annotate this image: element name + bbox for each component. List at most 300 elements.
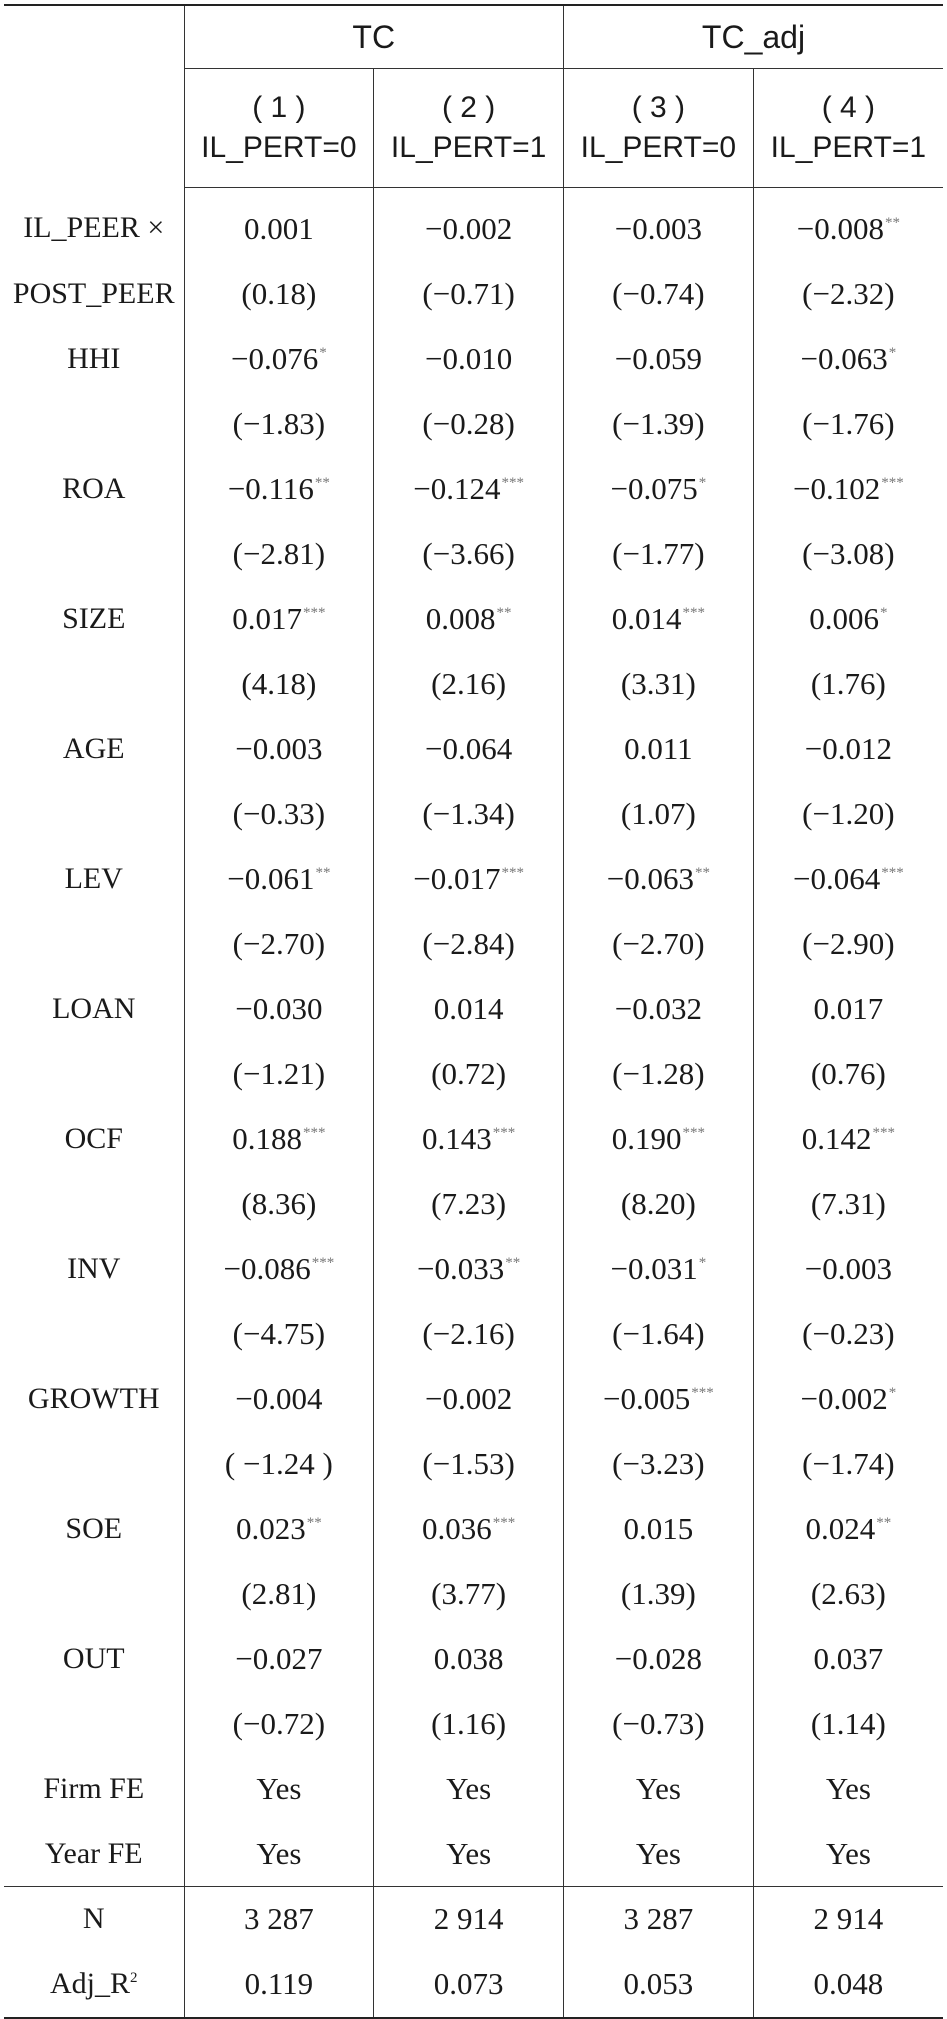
column-header-2: [374, 69, 564, 188]
table-cell: [564, 1821, 754, 1887]
row-label: [4, 1887, 184, 1952]
cell-value: (−1.39): [612, 405, 705, 441]
table-cell: [753, 1041, 943, 1106]
cell-value: (−1.77): [612, 535, 705, 571]
cell-value: (2.16): [431, 665, 507, 701]
significance-stars: *: [888, 345, 897, 362]
table-cell: [753, 456, 943, 521]
cell-value: (−1.34): [422, 795, 515, 831]
table-cell: [374, 586, 564, 651]
cell-value: (−2.70): [232, 925, 326, 961]
row-label: LOAN: [52, 991, 136, 1025]
table-cell: [184, 1691, 374, 1756]
cell-value: 0.014: [433, 990, 504, 1026]
column-header-3: [564, 69, 754, 188]
cell-value: (−1.28): [612, 1055, 705, 1091]
table-cell: [374, 1106, 564, 1171]
table-cell: [564, 1366, 754, 1431]
significance-stars: ***: [303, 1125, 326, 1142]
table-cell: [374, 781, 564, 846]
table-cell: 3 287: [184, 1887, 374, 1952]
table-cell: [564, 1431, 754, 1496]
table-cell: [753, 1691, 943, 1756]
table-cell: [184, 586, 374, 651]
table-row: [4, 1691, 943, 1756]
table-row: [4, 1366, 943, 1431]
table-cell: [184, 716, 374, 781]
significance-stars: *: [698, 475, 707, 492]
row-label: HHI: [67, 341, 121, 375]
row-label: GROWTH: [27, 1381, 160, 1415]
table-cell: [753, 261, 943, 326]
table-row: [4, 261, 943, 326]
table-cell: [184, 1041, 374, 1106]
table-cell: [374, 326, 564, 391]
cell-value: (−1.74): [802, 1445, 895, 1481]
cell-value: (0.76): [810, 1055, 886, 1091]
cell-value: −0.012: [804, 730, 892, 766]
table-cell: [184, 1106, 374, 1171]
table-row: [4, 188, 943, 262]
cell-value: (−3.08): [802, 535, 895, 571]
table-cell: [753, 1236, 943, 1301]
table-cell: [374, 651, 564, 716]
cell-value: −0.116: [227, 470, 314, 506]
table-row: [4, 1041, 943, 1106]
row-label: Year FE: [4, 1821, 184, 1887]
table-cell: [374, 456, 564, 521]
cell-value: −0.086: [223, 1250, 311, 1286]
table-cell: [374, 188, 564, 262]
cell-value: (8.36): [241, 1185, 317, 1221]
cell-value: 0.142: [801, 1120, 872, 1156]
table-cell: [184, 1301, 374, 1366]
table-cell: [374, 391, 564, 456]
cell-value: 0.017: [813, 990, 884, 1026]
cell-value: −0.031: [610, 1250, 698, 1286]
significance-stars: ***: [682, 1125, 705, 1142]
cell-value: 0.006: [809, 600, 879, 636]
column-number: ( 1 ): [252, 91, 306, 124]
significance-stars: **: [306, 1515, 322, 1532]
table-cell: [564, 1496, 754, 1561]
row-label: INV: [67, 1251, 121, 1285]
table-cell: [753, 1561, 943, 1626]
cell-value: 0.143: [422, 1120, 492, 1156]
cell-value: 0.001: [244, 210, 314, 246]
row-label: LEV: [64, 861, 123, 895]
table-row: [4, 391, 943, 456]
cell-value: −0.002: [425, 1380, 513, 1416]
significance-stars: *: [698, 1255, 707, 1272]
row-label: [4, 1431, 184, 1496]
cell-value: −0.030: [235, 990, 323, 1026]
row-label: POST_PEER: [12, 276, 175, 310]
table-cell: [184, 1366, 374, 1431]
table-cell: [753, 1821, 943, 1887]
table-row: [4, 911, 943, 976]
cell-value: (−0.72): [232, 1705, 326, 1741]
cell-value: (−2.81): [232, 535, 326, 571]
table-cell: [564, 1561, 754, 1626]
table-cell: [753, 1106, 943, 1171]
row-label: AGE: [62, 731, 125, 765]
cell-value: −0.017: [413, 860, 501, 896]
table-cell: [374, 1561, 564, 1626]
table-cell: 0.119: [184, 1951, 374, 2018]
row-label-text: Adj_R: [49, 1967, 130, 2000]
cell-value: (−1.76): [802, 405, 895, 441]
table-row: [4, 1496, 943, 1561]
cell-value: −0.008: [796, 210, 884, 246]
column-condition: IL_PERT=1: [770, 131, 927, 164]
cell-value: −0.010: [425, 340, 513, 376]
table-row: [4, 521, 943, 586]
table-cell: [184, 521, 374, 586]
table-cell: [753, 326, 943, 391]
table-cell: [184, 846, 374, 911]
table-row: [4, 976, 943, 1041]
row-label: [4, 391, 184, 456]
table-body: [4, 188, 943, 2019]
cell-value: (−3.66): [422, 535, 515, 571]
table-cell: [184, 976, 374, 1041]
cell-value: (−1.64): [612, 1315, 705, 1351]
significance-stars: **: [694, 865, 710, 882]
regression-table: [4, 4, 943, 2019]
cell-value: Yes: [635, 1770, 681, 1806]
cell-value: −0.124: [413, 470, 501, 506]
cell-value: −0.075: [610, 470, 698, 506]
table-cell: [184, 456, 374, 521]
cell-value: Yes: [635, 1835, 681, 1871]
row-label: SOE: [65, 1511, 123, 1545]
cell-value: (−0.33): [232, 795, 326, 831]
significance-stars: ***: [691, 1385, 714, 1402]
table-cell: [374, 1626, 564, 1691]
table-cell: [374, 911, 564, 976]
cell-value: (−2.70): [612, 925, 705, 961]
row-label: [4, 1041, 184, 1106]
cell-value: 0.024: [805, 1510, 876, 1546]
significance-stars: **: [496, 605, 512, 622]
cell-value: (3.77): [431, 1575, 507, 1611]
significance-stars: ***: [881, 865, 904, 882]
column-header-4: [753, 69, 943, 188]
table-cell: [374, 976, 564, 1041]
table-row: [4, 1236, 943, 1301]
cell-value: (−1.21): [232, 1055, 326, 1091]
table-cell: [184, 1496, 374, 1561]
table-cell: [564, 1171, 754, 1236]
cell-value: −0.064: [425, 730, 513, 766]
superscript: 2: [130, 1970, 138, 1986]
table-cell: [374, 521, 564, 586]
table-cell: [564, 1756, 754, 1821]
cell-value: −0.102: [793, 470, 881, 506]
significance-stars: ***: [303, 605, 326, 622]
table-cell: [753, 1431, 943, 1496]
table-cell: [374, 1171, 564, 1236]
cell-value: −0.033: [417, 1250, 505, 1286]
table-cell: [564, 1041, 754, 1106]
cell-value: −0.002: [425, 210, 513, 246]
table-cell: [184, 1821, 374, 1887]
cell-value: (−2.90): [802, 925, 895, 961]
significance-stars: **: [314, 475, 330, 492]
table-cell: [753, 911, 943, 976]
table-cell: [753, 716, 943, 781]
cell-value: 0.008: [425, 600, 496, 636]
table-cell: [374, 1756, 564, 1821]
table-cell: [564, 586, 754, 651]
row-label: OUT: [62, 1641, 125, 1675]
table-cell: [753, 1301, 943, 1366]
cell-value: (2.63): [810, 1575, 886, 1611]
table-cell: [564, 1301, 754, 1366]
table-cell: [753, 781, 943, 846]
table-cell: [564, 521, 754, 586]
cell-value: (3.31): [620, 665, 696, 701]
cell-value: −0.063: [606, 860, 694, 896]
table-cell: [184, 781, 374, 846]
cell-value: (−0.28): [422, 405, 515, 441]
table-row: [4, 1106, 943, 1171]
table-cell: 2 914: [374, 1887, 564, 1952]
table-cell: [753, 1626, 943, 1691]
row-label: [4, 521, 184, 586]
cell-value: −0.003: [804, 1250, 892, 1286]
cell-value: (0.72): [431, 1055, 507, 1091]
significance-stars: **: [884, 215, 900, 232]
table-cell: 2 914: [753, 1887, 943, 1952]
table-cell: [184, 651, 374, 716]
table-cell: [753, 391, 943, 456]
cell-value: Yes: [256, 1835, 302, 1871]
row-label-text: N: [82, 1902, 105, 1935]
cell-value: (−2.32): [802, 275, 895, 311]
significance-stars: ***: [311, 1255, 335, 1272]
cell-value: (−3.23): [612, 1445, 705, 1481]
row-label: [4, 1951, 184, 2018]
cell-value: (1.07): [620, 795, 696, 831]
cell-value: (1.76): [810, 665, 886, 701]
table-cell: [184, 1236, 374, 1301]
table-row: [4, 1171, 943, 1236]
table-row: [4, 651, 943, 716]
table-cell: [374, 1366, 564, 1431]
cell-value: (−4.75): [232, 1315, 326, 1351]
table-row: [4, 456, 943, 521]
significance-stars: *: [888, 1385, 897, 1402]
cell-value: (−0.71): [422, 275, 515, 311]
cell-value: (−2.84): [422, 925, 515, 961]
row-label: [4, 1561, 184, 1626]
cell-value: (−0.23): [802, 1315, 895, 1351]
cell-value: (−1.20): [802, 795, 895, 831]
significance-stars: **: [315, 865, 331, 882]
cell-value: −0.063: [800, 340, 888, 376]
table-row: [4, 781, 943, 846]
table-cell: [564, 188, 754, 262]
table-row: [4, 326, 943, 391]
cell-value: 0.017: [232, 600, 302, 636]
column-condition: IL_PERT=0: [580, 131, 737, 164]
table-row: [4, 1561, 943, 1626]
cell-value: −0.004: [235, 1380, 323, 1416]
group-header-tc: TC: [184, 5, 564, 69]
cell-value: −0.003: [235, 730, 323, 766]
table-row: [4, 716, 943, 781]
cell-value: 0.023: [236, 1510, 306, 1546]
table-cell: [564, 651, 754, 716]
table-row: [4, 586, 943, 651]
table-row: [4, 1431, 943, 1496]
table-cell: [184, 1431, 374, 1496]
table-row: [4, 846, 943, 911]
significance-stars: *: [319, 345, 327, 362]
table-cell: [564, 781, 754, 846]
cell-value: (1.16): [431, 1705, 507, 1741]
cell-value: Yes: [446, 1835, 492, 1871]
table-cell: [184, 1756, 374, 1821]
adj-r2-row: [4, 1951, 943, 2018]
row-label: [4, 1691, 184, 1756]
table-row: [4, 1756, 943, 1821]
table-cell: [374, 1496, 564, 1561]
cell-value: 0.011: [624, 730, 693, 766]
significance-stars: ***: [872, 1125, 895, 1142]
table-cell: [374, 1041, 564, 1106]
table-cell: [564, 1106, 754, 1171]
cell-value: (1.14): [810, 1705, 886, 1741]
cell-value: (−1.53): [422, 1445, 515, 1481]
cell-value: −0.061: [227, 860, 315, 896]
cell-value: −0.027: [235, 1640, 323, 1676]
table-cell: [184, 911, 374, 976]
table-cell: [753, 188, 943, 262]
cell-value: −0.059: [614, 340, 702, 376]
cell-value: −0.003: [614, 210, 702, 246]
row-label: Firm FE: [43, 1771, 145, 1805]
cell-value: (−1.83): [232, 405, 326, 441]
cell-value: −0.076: [231, 340, 319, 376]
cell-value: −0.064: [793, 860, 881, 896]
cell-value: −0.032: [614, 990, 702, 1026]
cell-value: (2.81): [241, 1575, 317, 1611]
row-label: [4, 911, 184, 976]
table-cell: [184, 391, 374, 456]
table-cell: [753, 1756, 943, 1821]
table-cell: [753, 976, 943, 1041]
cell-value: 0.038: [433, 1640, 504, 1676]
table-cell: [374, 261, 564, 326]
cell-value: (8.20): [620, 1185, 696, 1221]
table-cell: [753, 1496, 943, 1561]
cell-value: 0.190: [611, 1120, 682, 1156]
cell-value: (7.23): [431, 1185, 507, 1221]
table-cell: [753, 1171, 943, 1236]
table-cell: 0.053: [564, 1951, 754, 2018]
table-cell: [564, 716, 754, 781]
table-cell: [753, 586, 943, 651]
table-cell: [564, 326, 754, 391]
table-cell: [184, 326, 374, 391]
cell-value: Yes: [825, 1770, 871, 1806]
corner-cell: [4, 5, 184, 188]
table-cell: [184, 261, 374, 326]
table-cell: [184, 1171, 374, 1236]
table-cell: [564, 976, 754, 1041]
cell-value: −0.005: [603, 1380, 691, 1416]
cell-value: 0.036: [422, 1510, 492, 1546]
cell-value: (4.18): [241, 665, 317, 701]
significance-stars: ***: [501, 475, 524, 492]
table-cell: [374, 846, 564, 911]
cell-value: (−0.74): [612, 275, 705, 311]
column-number: ( 4 ): [821, 91, 876, 124]
column-number: ( 2 ): [441, 91, 496, 124]
table-cell: [374, 1821, 564, 1887]
column-header-1: [184, 69, 374, 188]
table-cell: 0.048: [753, 1951, 943, 2018]
table-cell: 3 287: [564, 1887, 754, 1952]
table-cell: [564, 391, 754, 456]
row-label: [4, 651, 184, 716]
table-cell: [564, 1691, 754, 1756]
table-row: [4, 1626, 943, 1691]
table-cell: [184, 1561, 374, 1626]
cell-value: (0.18): [241, 275, 317, 311]
cell-value: (7.31): [810, 1185, 886, 1221]
table-cell: [184, 1626, 374, 1691]
table-cell: 0.073: [374, 1951, 564, 2018]
table-cell: [564, 1626, 754, 1691]
table-cell: [374, 1236, 564, 1301]
cell-value: ( −1.24 ): [224, 1445, 333, 1481]
row-label: IL_PEER ×: [23, 211, 165, 245]
column-number: ( 3 ): [631, 91, 686, 124]
cell-value: (−2.16): [422, 1315, 515, 1351]
significance-stars: **: [876, 1515, 892, 1532]
cell-value: Yes: [446, 1770, 492, 1806]
table-cell: [753, 1366, 943, 1431]
table-cell: [374, 1301, 564, 1366]
significance-stars: *: [880, 605, 888, 622]
table-row: [4, 1301, 943, 1366]
cell-value: 0.015: [623, 1510, 694, 1546]
table-cell: [374, 1691, 564, 1756]
table-cell: [374, 716, 564, 781]
cell-value: Yes: [256, 1770, 302, 1806]
cell-value: −0.028: [614, 1640, 702, 1676]
table-cell: [753, 651, 943, 716]
table-cell: [564, 456, 754, 521]
cell-value: (−0.73): [612, 1705, 705, 1741]
row-label: [4, 1171, 184, 1236]
group-header-tc-adj: TC_adj: [564, 5, 944, 69]
row-label: SIZE: [62, 601, 126, 635]
row-label: ROA: [62, 471, 126, 505]
table-cell: [564, 261, 754, 326]
row-label: OCF: [64, 1121, 123, 1155]
significance-stars: ***: [501, 865, 524, 882]
table-cell: [564, 1236, 754, 1301]
table-row: [4, 1821, 943, 1887]
table-cell: [753, 846, 943, 911]
row-label: [4, 781, 184, 846]
column-condition: IL_PERT=1: [390, 131, 547, 164]
